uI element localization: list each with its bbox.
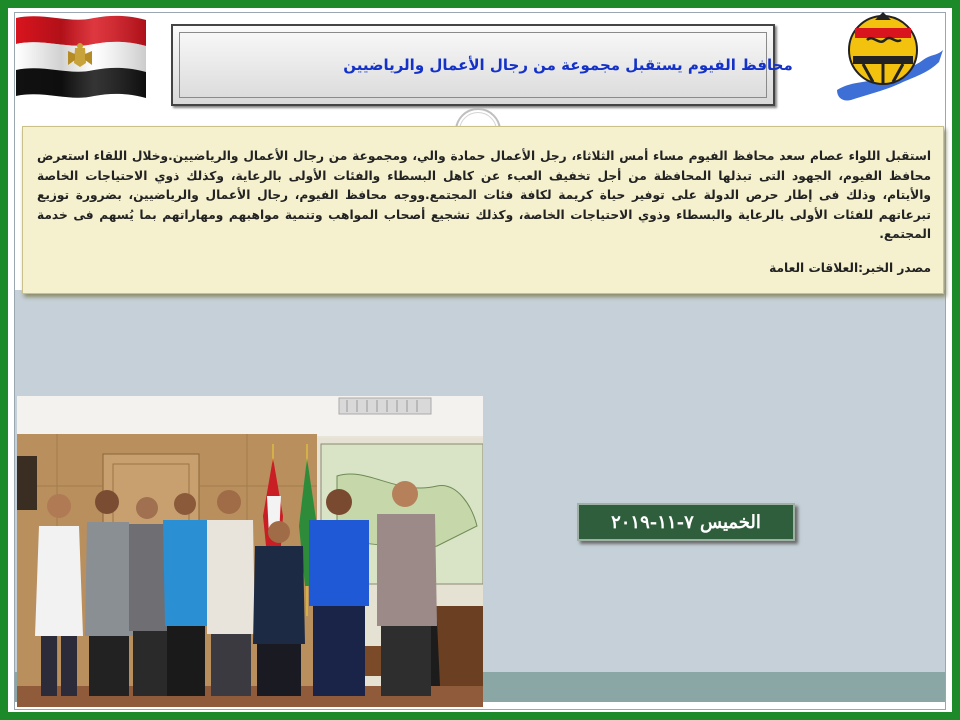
date-badge	[577, 503, 795, 541]
title-box	[171, 24, 793, 106]
article-source: مصدر الخبر:العلاقات العامة	[769, 260, 931, 275]
date-text: الخميس ٧-١١-٢٠١٩	[611, 511, 761, 533]
title-inner-border	[179, 32, 793, 98]
egypt-flag-icon	[14, 12, 148, 104]
article-body: استقبل اللواء عصام سعد محافظ الفيوم مساء أمس الثلاثاء، رجل الأعمال حمادة والي، ومجموعة من رجال الأعمال والرياضيين.وخلال اللقاء استعرض محافظ الفيوم، الجهود التى تبذلها المحافظة من أجل تخفيف العبء عن كاهل البسطاء والفئات الأولى بالرعاية، وكذلك ذوي الاحتياجات الخاصة والأيتام، وذلك فى إطار حرص الدولة على توفير حياة كريمة لكافة فئات المجتمع.ووجه محافظ الفيوم، رجال الأعمال والرياضيين، بضرورة توزيع تبرعاتهم للفئات الأولى بالرعاية والبسطاء وذوي الاحتياجات الخاصة، وكذلك تشجيع أصحاب المواهب وتنمية مواهبهم ومهاراتهم بما يُسهم فى خدمة المجتمع.	[37, 149, 931, 242]
article-text-box	[22, 126, 944, 294]
fayoum-governorate-logo	[833, 10, 945, 106]
meeting-photo	[17, 396, 483, 707]
page-title: محافظ الفيوم يستقبل مجموعة من رجال الأعمال والرياضيين	[343, 56, 793, 74]
